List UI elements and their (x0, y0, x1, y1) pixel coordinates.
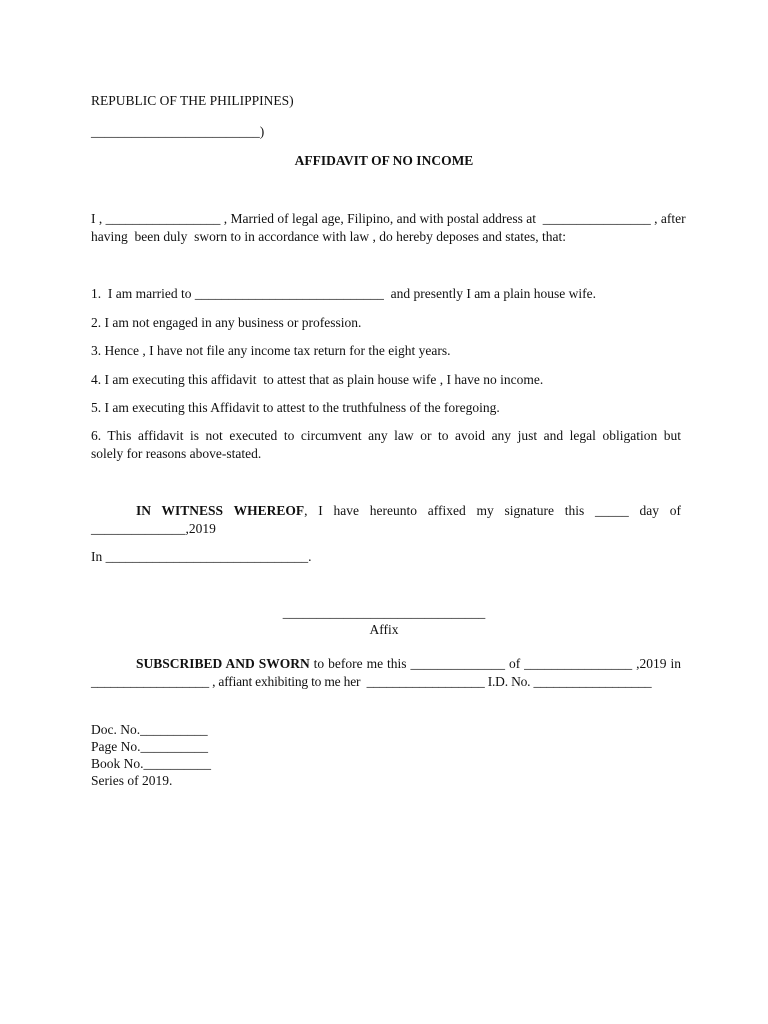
page-no: Page No.__________ (91, 739, 208, 754)
intro-line-2: having been duly sworn to in accordance with law , do hereby deposes and states, that: (91, 229, 566, 244)
item-1: 1. I am married to ____________________________ and presently I am a plain house wife. (91, 286, 597, 301)
item-6-line-1: 6. This affidavit is not executed to circumvent any law or to avoid any just and legal obligation but (91, 428, 681, 443)
book-no: Book No.__________ (91, 756, 212, 771)
in-line: In ______________________________. (91, 549, 312, 564)
item-4: 4. I am executing this affidavit to attest that as plain house wife , I have no income. (91, 372, 544, 387)
item-3: 3. Hence , I have not file any income tax return for the eight years. (91, 343, 451, 358)
witness-rest: , I have hereunto affixed my signature this _____ day of (304, 503, 681, 518)
signature-line: ______________________________ (282, 605, 486, 620)
item-5: 5. I am executing this Affidavit to attest to the truthfulness of the foregoing. (91, 400, 500, 415)
signature-label: Affix (369, 622, 399, 637)
document-title: AFFIDAVIT OF NO INCOME (294, 153, 474, 168)
republic-header: REPUBLIC OF THE PHILIPPINES) (91, 93, 294, 108)
series: Series of 2019. (91, 773, 173, 788)
subscribed-bold: SUBSCRIBED AND SWORN (136, 656, 310, 671)
city-blank: _________________________) (91, 124, 265, 139)
subscribed-rest: to before me this ______________ of ________________ ,2019 in (309, 656, 681, 671)
subscribed-line-2: __________________ , affiant exhibiting to me her __________________ I.D. No. __________________ (91, 674, 652, 689)
witness-line-2: ______________,2019 (91, 521, 216, 536)
doc-no: Doc. No.__________ (91, 722, 208, 737)
item-6-line-2: solely for reasons above-stated. (91, 446, 262, 461)
witness-line-1 (91, 502, 681, 520)
subscribed-line-1 (91, 655, 681, 673)
witness-bold: IN WITNESS WHEREOF (136, 503, 305, 518)
item-2: 2. I am not engaged in any business or profession. (91, 315, 362, 330)
intro-line-1: I , _________________ , Married of legal age, Filipino, and with postal address at ________________ , after (91, 211, 686, 226)
